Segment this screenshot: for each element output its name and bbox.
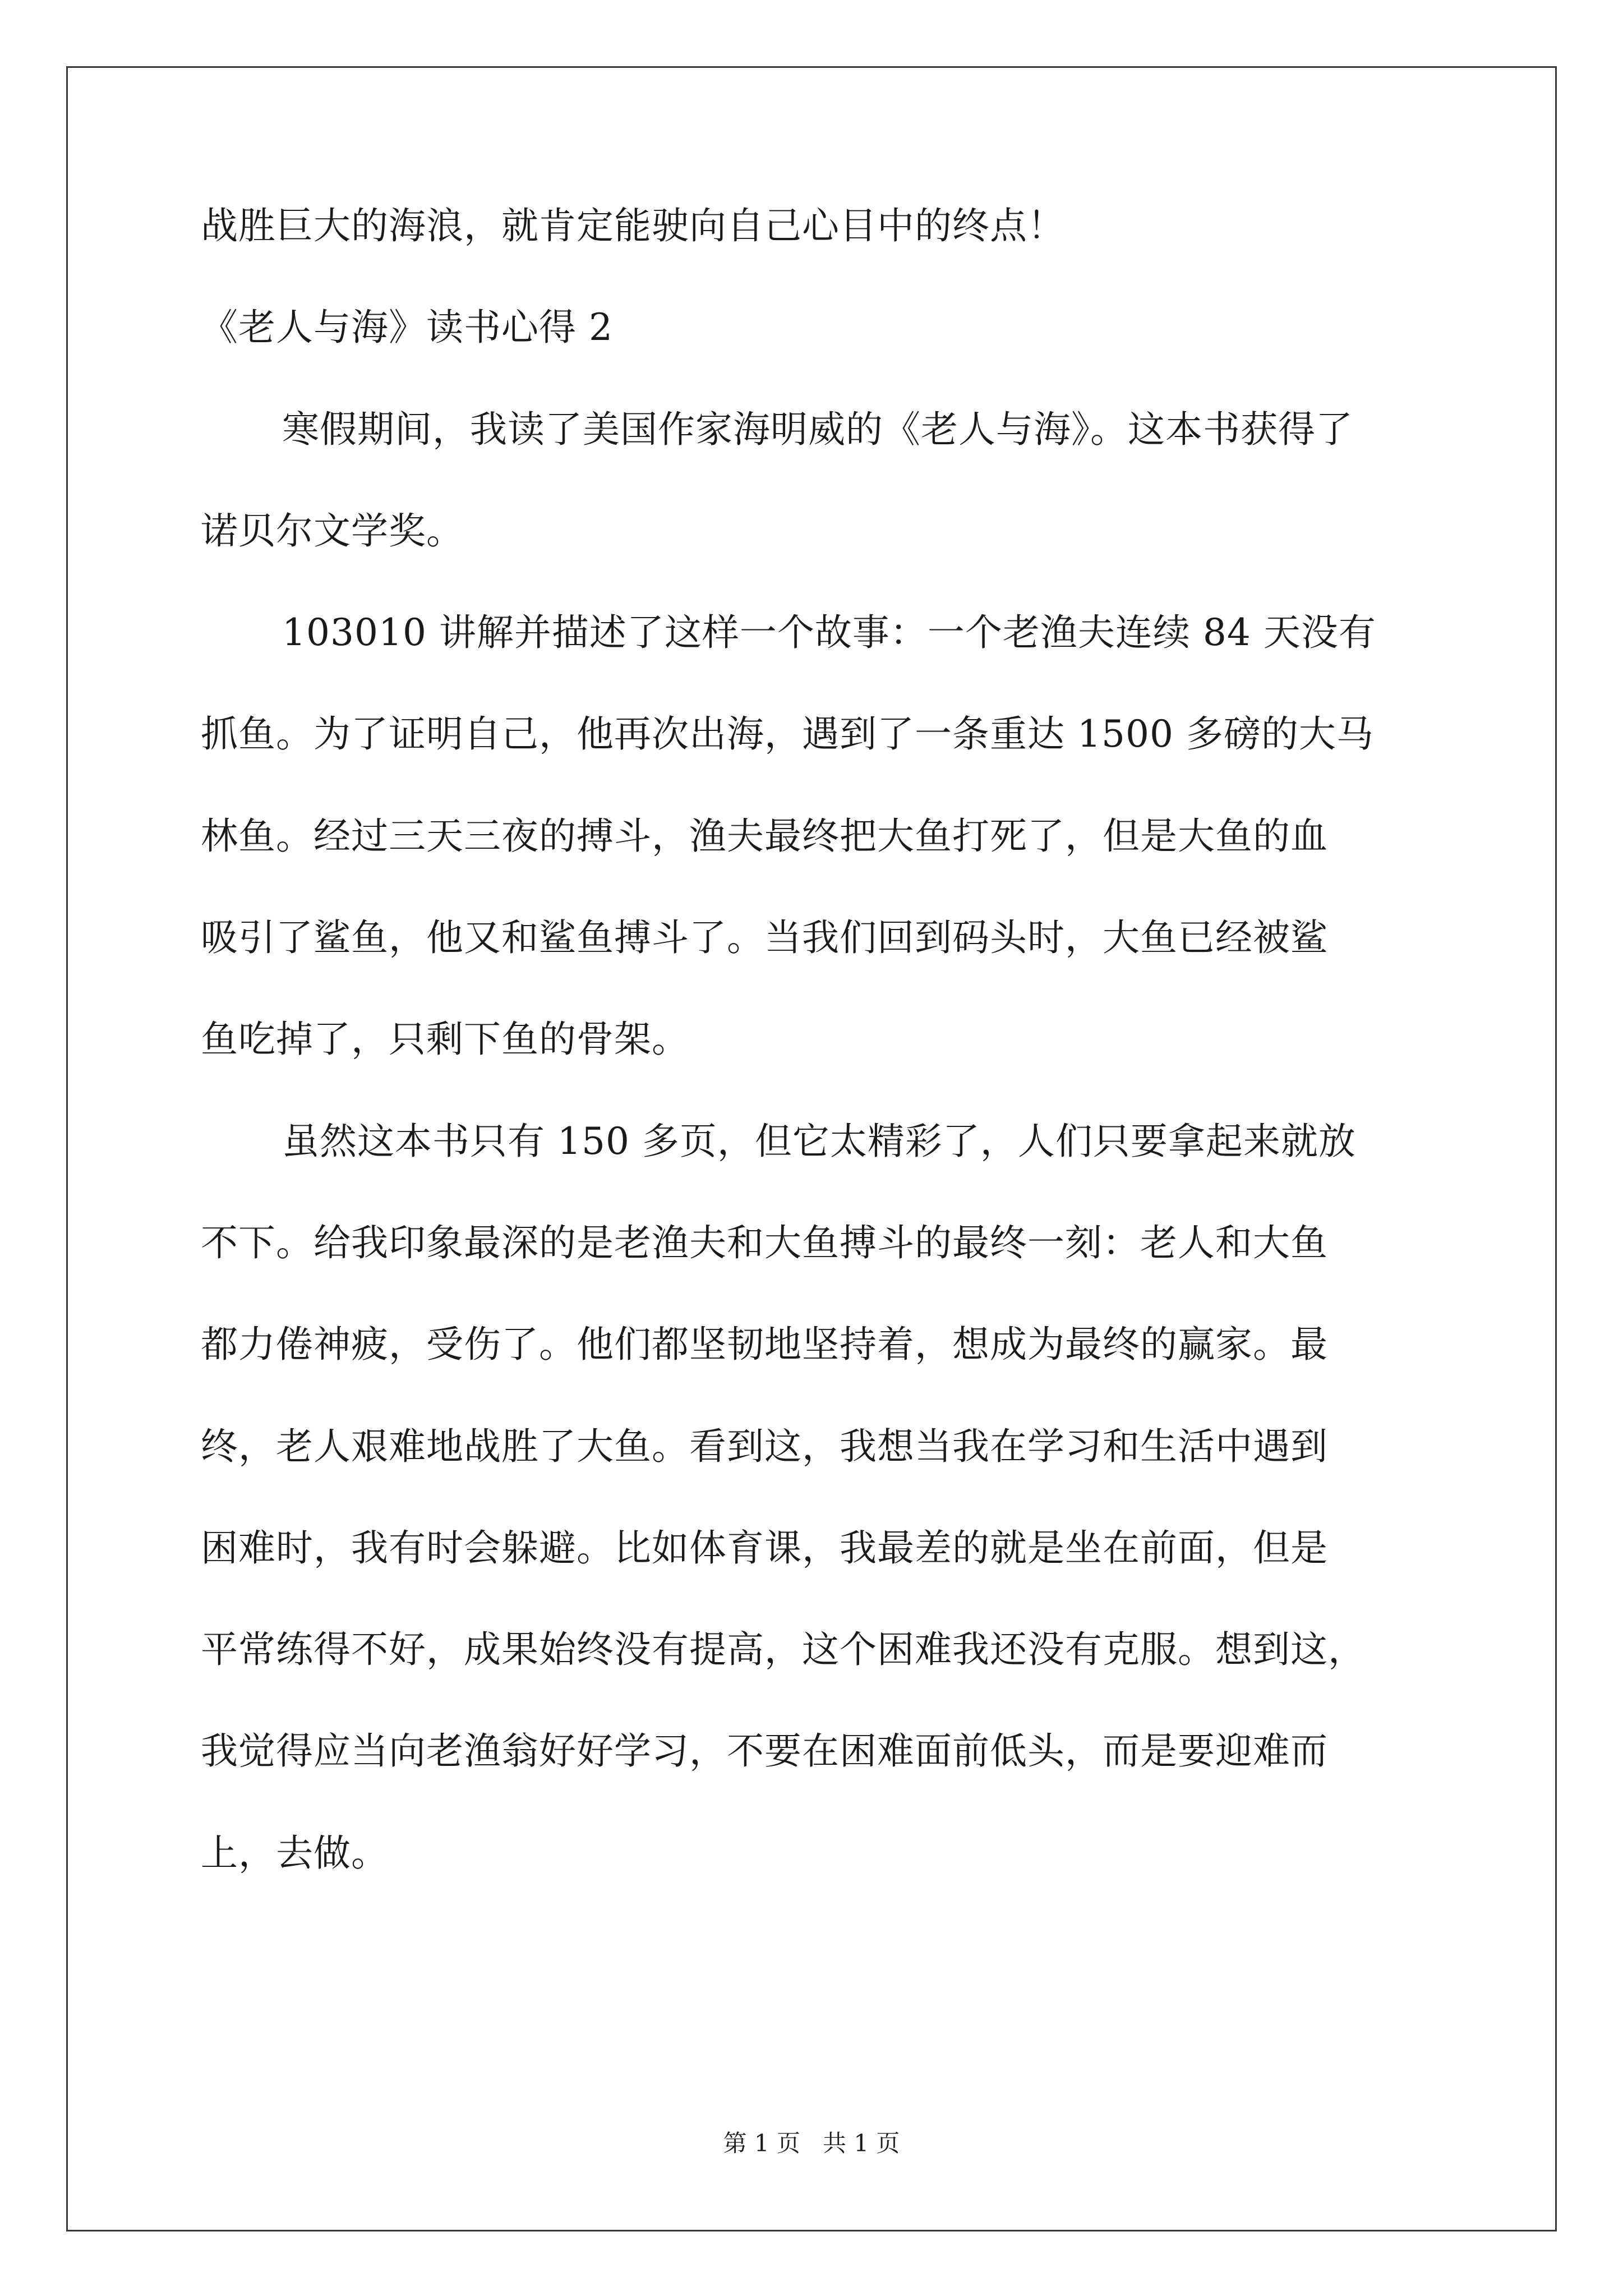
paragraph-line: 不下。给我印象最深的是老渔夫和大鱼搏斗的最终一刻：老人和大鱼 xyxy=(201,1221,1328,1264)
paragraph-line: 上，去做。 xyxy=(201,1831,389,1875)
paragraph-line: 平常练得不好，成果始终没有提高，这个困难我还没有克服。想到这， xyxy=(201,1628,1366,1672)
page-number-current: 第 1 页 xyxy=(723,2129,800,2157)
paragraph-line: 终，老人艰难地战胜了大鱼。看到这，我想当我在学习和生活中遇到 xyxy=(201,1424,1328,1468)
document-body xyxy=(201,204,1428,1936)
page-number-total: 共 1 页 xyxy=(823,2129,900,2157)
paragraph-line: 103010 讲解并描述了这样一个故事：一个老渔夫连续 84 天没有 xyxy=(282,611,1376,655)
page-footer xyxy=(0,2129,1623,2157)
paragraph-line: 寒假期间，我读了美国作家海明威的《老人与海》。这本书获得了 xyxy=(282,407,1353,451)
paragraph-line: 吸引了鲨鱼，他又和鲨鱼搏斗了。当我们回到码头时，大鱼已经被鲨 xyxy=(201,916,1328,960)
paragraph-line: 困难时，我有时会躲避。比如体育课，我最差的就是坐在前面，但是 xyxy=(201,1526,1328,1570)
paragraph-line: 战胜巨大的海浪，就肯定能驶向自己心目中的终点！ xyxy=(201,204,1065,247)
paragraph-line: 诺贝尔文学奖。 xyxy=(201,509,464,553)
paragraph-line: 都力倦神疲，受伤了。他们都坚韧地坚持着，想成为最终的赢家。最 xyxy=(201,1323,1328,1366)
paragraph-line: 虽然这本书只有 150 多页，但它太精彩了，人们只要拿起来就放 xyxy=(282,1119,1356,1163)
paragraph-line: 鱼吃掉了，只剩下鱼的骨架。 xyxy=(201,1018,689,1061)
paragraph-line: 林鱼。经过三天三夜的搏斗，渔夫最终把大鱼打死了，但是大鱼的血 xyxy=(201,814,1328,858)
paragraph-line: 我觉得应当向老渔翁好好学习，不要在困难面前低头，而是要迎难而 xyxy=(201,1729,1328,1773)
paragraph-line: 抓鱼。为了证明自己，他再次出海，遇到了一条重达 1500 多磅的大马 xyxy=(201,712,1374,756)
section-heading: 《老人与海》读书心得 2 xyxy=(201,306,613,349)
